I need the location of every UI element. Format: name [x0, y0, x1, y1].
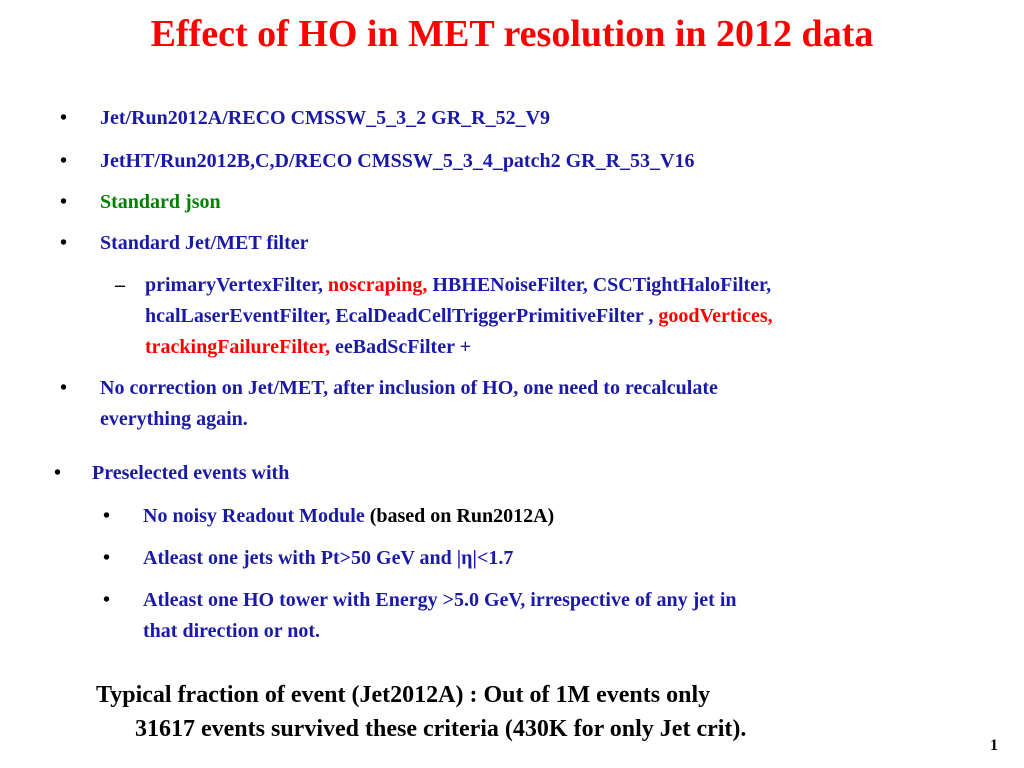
summary-line-1: Typical fraction of event (Jet2012A) : Out of 1M events only	[96, 682, 711, 708]
filter-highlight: noscraping,	[327, 274, 428, 296]
bullet-icon: •	[60, 107, 68, 129]
criterion-text: No noisy Readout Module	[143, 505, 370, 527]
bullet-icon: •	[54, 462, 62, 484]
filter-text: HBHENoiseFilter, CSCTightHaloFilter,	[427, 274, 772, 296]
filter-line-1	[145, 270, 771, 301]
filter-text: hcalLaserEventFilter, EcalDeadCellTriggerPrimitiveFilter ,	[145, 305, 659, 327]
bullet-icon: •	[60, 191, 68, 213]
dataset-2012bcd: JetHT/Run2012B,C,D/RECO CMSSW_5_3_4_patch2 GR_R_53_V16	[100, 150, 695, 172]
bullet-icon: •	[60, 150, 68, 172]
dash-icon: –	[115, 274, 125, 296]
standard-filter: Standard Jet/MET filter	[100, 232, 309, 254]
slide-title: Effect of HO in MET resolution in 2012 data	[150, 13, 874, 55]
bullet-icon: •	[103, 589, 111, 611]
bullet-icon: •	[60, 377, 68, 399]
filter-highlight: trackingFailureFilter,	[145, 336, 330, 358]
filter-line-2	[145, 301, 773, 332]
criterion-jet-pt: Atleast one jets with Pt>50 GeV and |η|<1.7	[143, 547, 514, 569]
filter-text: primaryVertexFilter,	[145, 274, 328, 296]
summary-line-2: 31617 events survived these criteria (430K for only Jet crit).	[135, 716, 747, 742]
correction-note-line-2: everything again.	[100, 408, 248, 430]
bullet-icon: •	[103, 547, 111, 569]
dataset-2012a: Jet/Run2012A/RECO CMSSW_5_3_2 GR_R_52_V9	[100, 107, 551, 129]
preselection-heading: Preselected events with	[92, 462, 290, 484]
filter-line-3	[145, 332, 471, 363]
filter-highlight: goodVertices,	[658, 305, 773, 327]
criterion-note: (based on Run2012A)	[369, 505, 555, 527]
bullet-icon: •	[103, 505, 111, 527]
criterion-ho-tower-line-2: that direction or not.	[143, 620, 321, 642]
criterion-ho-tower-line-1: Atleast one HO tower with Energy >5.0 GeV, irrespective of any jet in	[143, 589, 737, 611]
correction-note-line-1: No correction on Jet/MET, after inclusion of HO, one need to recalculate	[100, 377, 718, 399]
page-number: 1	[990, 737, 998, 754]
criterion-readout-module	[143, 501, 554, 532]
filter-text: eeBadScFilter +	[329, 336, 471, 358]
standard-json: Standard json	[100, 191, 221, 213]
bullet-icon: •	[60, 232, 68, 254]
